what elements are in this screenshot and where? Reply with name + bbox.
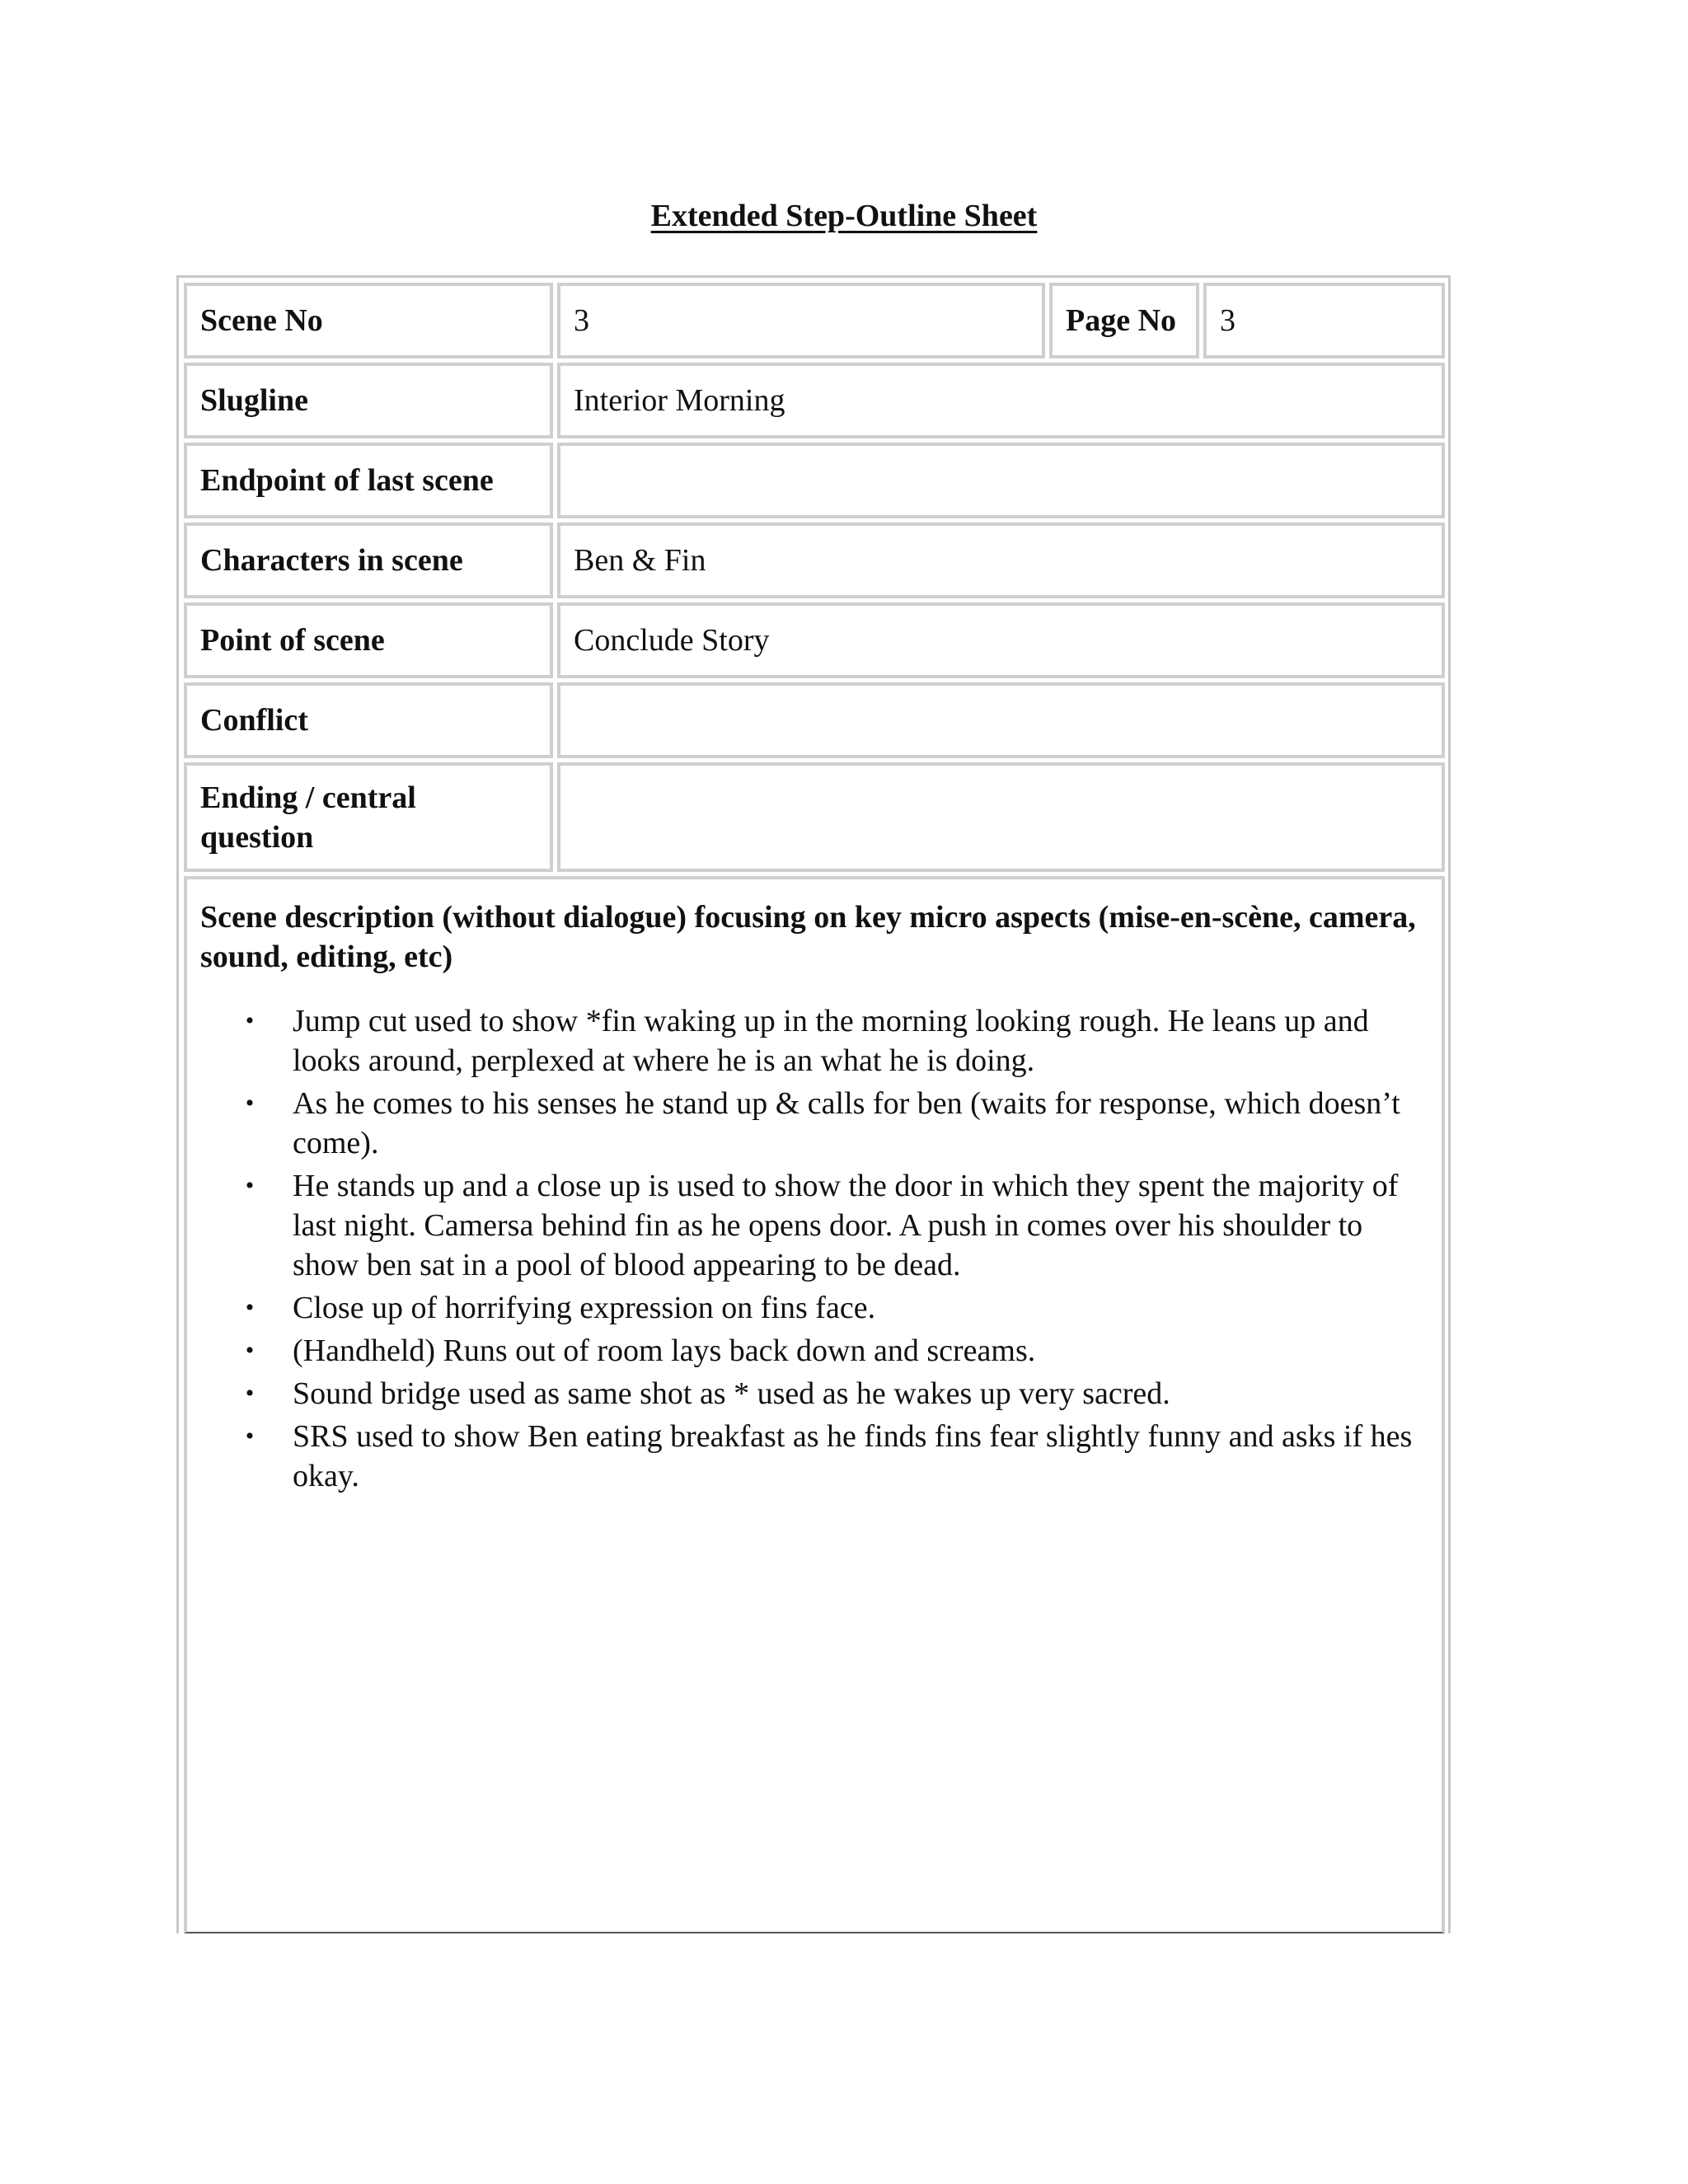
page-no-value: 3 bbox=[1203, 283, 1445, 359]
bullet-icon: • bbox=[245, 1380, 255, 1407]
list-item-text: (Handheld) Runs out of room lays back down and screams. bbox=[293, 1333, 1036, 1368]
slugline-label: Slugline bbox=[184, 363, 553, 438]
point-label: Point of scene bbox=[184, 602, 553, 678]
list-item bbox=[245, 1288, 1428, 1328]
bullet-icon: • bbox=[245, 1294, 255, 1321]
conflict-value bbox=[557, 682, 1445, 758]
scene-description-heading: Scene description (without dialogue) focusing on key micro aspects (mise-en-scène, camera, sound, editing, etc) bbox=[200, 900, 1416, 974]
bullet-icon: • bbox=[245, 1422, 255, 1450]
characters-value: Ben & Fin bbox=[557, 523, 1445, 598]
bullet-icon: • bbox=[245, 1007, 255, 1034]
list-item bbox=[245, 1331, 1428, 1371]
list-item bbox=[245, 1417, 1428, 1496]
characters-label: Characters in scene bbox=[184, 523, 553, 598]
conflict-label: Conflict bbox=[184, 682, 553, 758]
list-item bbox=[245, 1001, 1428, 1080]
ending-value bbox=[557, 762, 1445, 872]
list-item-text: As he comes to his senses he stand up & calls for ben (waits for response, which doesn’t come). bbox=[293, 1086, 1400, 1160]
step-outline-table bbox=[176, 275, 1451, 1933]
list-item-text: SRS used to show Ben eating breakfast as he finds fins fear slightly funny and asks if hes okay. bbox=[293, 1419, 1413, 1493]
list-item-text: Sound bridge used as same shot as * used as he wakes up very sacred. bbox=[293, 1376, 1170, 1411]
scene-no-label: Scene No bbox=[184, 283, 553, 359]
bullet-icon: • bbox=[245, 1337, 255, 1364]
list-item-text: Close up of horrifying expression on fins face. bbox=[293, 1291, 876, 1325]
endpoint-value bbox=[557, 443, 1445, 518]
document-title: Extended Step-Outline Sheet bbox=[650, 199, 1038, 233]
endpoint-label: Endpoint of last scene bbox=[184, 443, 553, 518]
list-item bbox=[245, 1374, 1428, 1413]
list-item-text: He stands up and a close up is used to show the door in which they spent the majority of last night. Camersa behind fin as he opens door. A push in comes over his shoulder to show ben sat in a pool of blood appearing to be dead. bbox=[293, 1169, 1399, 1282]
scene-description-list bbox=[200, 1001, 1428, 1496]
bullet-icon: • bbox=[245, 1090, 255, 1117]
page-no-label: Page No bbox=[1049, 283, 1199, 359]
list-item bbox=[245, 1166, 1428, 1285]
bullet-icon: • bbox=[245, 1172, 255, 1199]
list-item bbox=[245, 1084, 1428, 1163]
list-item-text: Jump cut used to show *fin waking up in the morning looking rough. He leans up and looks around, perplexed at where he is an what he is doing. bbox=[293, 1004, 1369, 1078]
point-value: Conclude Story bbox=[557, 602, 1445, 678]
scene-description-cell bbox=[184, 876, 1445, 1933]
ending-label: Ending / central question bbox=[184, 762, 553, 872]
slugline-value: Interior Morning bbox=[557, 363, 1445, 438]
scene-no-value: 3 bbox=[557, 283, 1045, 359]
